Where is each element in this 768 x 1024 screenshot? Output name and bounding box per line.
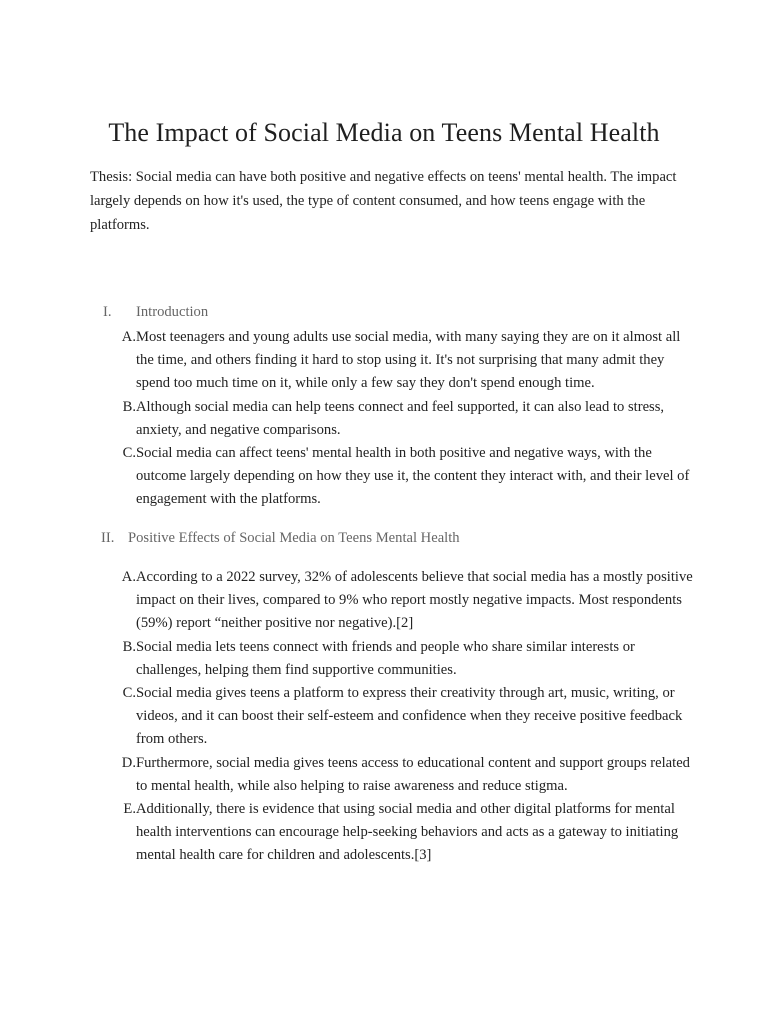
list-item [108, 798, 698, 868]
section-heading-positive-effects [101, 526, 460, 550]
item-letter: B. [122, 399, 136, 415]
list-item [108, 326, 698, 396]
section-numeral: II. [101, 530, 115, 546]
list-item [108, 566, 698, 636]
item-text: Social media can affect teens' mental health in both positive and negative ways, with the outcome largely depending on how they use it, the content they interact with, and their level of engagement with the platforms. [136, 445, 690, 508]
item-letter: B. [122, 639, 136, 655]
thesis-paragraph: Thesis: Social media can have both positive and negative effects on teens' mental health. The impact largely depends on how it's used, the type of content consumed, and how teens engage with the platforms. [90, 169, 677, 233]
section-heading-text: Positive Effects of Social Media on Teens Mental Health [128, 530, 460, 546]
item-text: Social media gives teens a platform to express their creativity through art, music, writing, or videos, and it can boost their self-esteem and confidence when they receive positive feedback from others. [136, 685, 683, 748]
section-heading-introduction [103, 300, 208, 324]
item-text: Although social media can help teens connect and feel supported, it can also lead to stress, anxiety, and negative comparisons. [136, 399, 665, 439]
item-letter: A. [121, 329, 136, 345]
item-text: Social media lets teens connect with friends and people who share similar interests or challenges, helping them find supportive communities. [136, 639, 635, 679]
item-letter: A. [121, 569, 136, 585]
section-numeral: I. [103, 304, 112, 320]
document-title: The Impact of Social Media on Teens Mental Health [108, 118, 660, 147]
item-letter: D. [121, 755, 136, 771]
list-item [108, 396, 698, 442]
list-item [108, 442, 698, 512]
list-item [108, 682, 698, 752]
item-text: Additionally, there is evidence that using social media and other digital platforms for mental health interventions can encourage help-seeking behaviors and acts as a gateway to initiating mental health care for children and adolescents.[3] [136, 801, 679, 864]
item-text: Furthermore, social media gives teens access to educational content and support groups related to mental health, while also helping to raise awareness and reduce stigma. [136, 755, 690, 795]
section-heading-text: Introduction [136, 304, 209, 320]
item-letter: E. [123, 801, 136, 817]
list-item [108, 636, 698, 682]
item-text: Most teenagers and young adults use social media, with many saying they are on it almost all the time, and others finding it hard to stop using it. It's not surprising that many admit they spend too much time on it, while only a few say they don't spend enough time. [136, 329, 681, 392]
item-text: According to a 2022 survey, 32% of adolescents believe that social media has a mostly positive impact on their lives, compared to 9% who report mostly negative impacts. Most respondents (59%) report “neither positive nor negative).[2] [136, 569, 693, 632]
list-item [108, 752, 698, 798]
item-letter: C. [122, 445, 136, 461]
item-letter: C. [122, 685, 136, 701]
